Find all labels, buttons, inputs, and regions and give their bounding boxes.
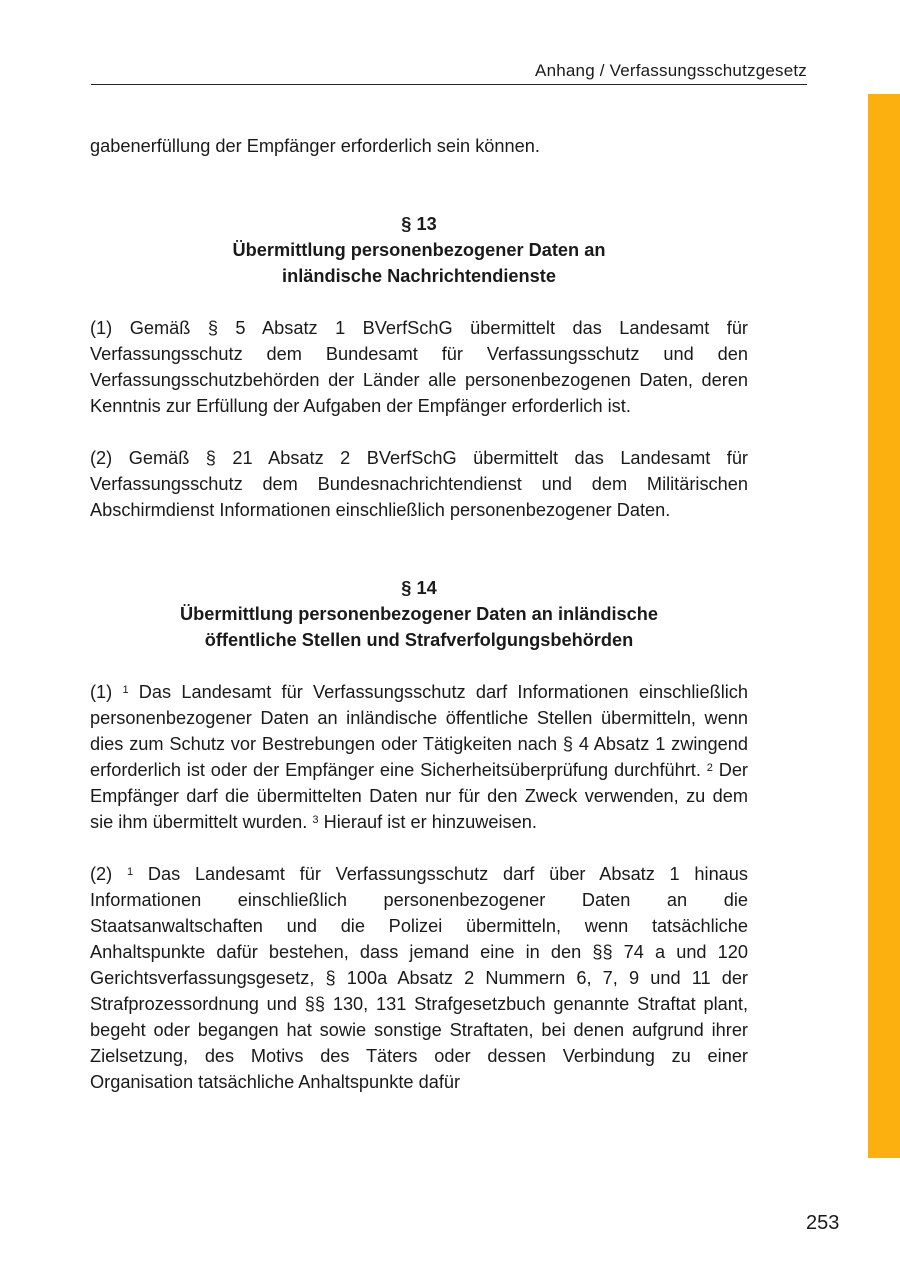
- sentence-number: 2: [706, 762, 713, 774]
- chapter-tab-marker: [868, 94, 900, 1158]
- section-title-line: Übermittlung personenbezogener Daten an inländische: [180, 604, 658, 624]
- sentence-number: 1: [122, 684, 129, 696]
- sentence-number: 1: [126, 866, 134, 878]
- paragraph-label: (1): [90, 682, 113, 702]
- running-header: [91, 58, 807, 85]
- paragraph-label: (2): [90, 864, 113, 884]
- page-body: [90, 133, 748, 1095]
- page-number: 253: [806, 1212, 840, 1234]
- section-14-heading: [90, 575, 748, 653]
- paragraph: (2) Gemäß § 21 Absatz 2 BVerfSchG übermittelt das Landesamt für Verfassungsschutz dem Bundesnachrichtendienst und dem Militärischen Abschirmdienst Informationen einschließlich personenbezogener Daten.: [90, 448, 748, 520]
- sentence-number: 3: [312, 814, 319, 826]
- section-title-line: öffentliche Stellen und Strafverfolgungsbehörden: [204, 630, 634, 650]
- paragraph: (1) Gemäß § 5 Absatz 1 BVerfSchG übermittelt das Landesamt für Verfassungsschutz dem Bundesamt für Verfassungsschutz und den Verfassungsschutzbehörden der Länder alle personenbezogenen Daten, deren Kenntnis zur Erfüllung der Aufgaben der Empfänger erforderlich ist.: [90, 318, 748, 416]
- sentence: Hierauf ist er hinzuweisen.: [323, 812, 537, 832]
- section-title-line: Übermittlung personenbezogener Daten an: [232, 240, 606, 260]
- section-number: § 14: [401, 578, 437, 598]
- continuation-text: gabenerfüllung der Empfänger erforderlich sein können.: [90, 136, 540, 156]
- section-title-line: inländische Nachrichtendienste: [282, 266, 556, 286]
- sentence: Das Landesamt für Verfassungsschutz darf über Absatz 1 hinaus Informationen einschließlich personenbezogener Daten an die Staatsanwaltschaften und die Polizei übermitteln, wenn tatsächliche Anhaltspunkte dafür bestehen, dass jemand eine in den §§ 74 a und 120 Gerichtsverfassungsgesetz, § 100a Absatz 2 Nummern 6, 7, 9 und 11 der Strafprozessordnung und §§ 130, 131 Strafgesetzbuch genannte Straftat plant, begeht oder begangen hat sowie sonstige Straftaten, bei denen aufgrund ihrer Zielsetzung, des Motivs des Täters oder dessen Verbindung zu einer Organisation tatsächliche Anhaltspunkte dafür: [90, 864, 749, 1092]
- running-title: Anhang / Verfassungsschutzgesetz: [535, 61, 807, 80]
- paragraph: [90, 861, 748, 1095]
- section-13-heading: [90, 211, 748, 289]
- section-number: § 13: [401, 214, 437, 234]
- sentence: Der Empfänger darf die übermittelten Daten nur für den Zweck verwenden, zu dem sie ihm übermittelt wurden.: [90, 760, 748, 832]
- paragraph: [90, 679, 748, 835]
- sentence: Das Landesamt für Verfassungsschutz darf Informationen einschließlich personenbezogener Daten an inländische öffentliche Stellen übermitteln, wenn dies zum Schutz vor Bestrebungen oder Tätigkeiten nach § 4 Absatz 1 zwingend erforderlich ist oder der Empfänger eine Sicherheitsüberprüfung durchführt.: [90, 682, 748, 780]
